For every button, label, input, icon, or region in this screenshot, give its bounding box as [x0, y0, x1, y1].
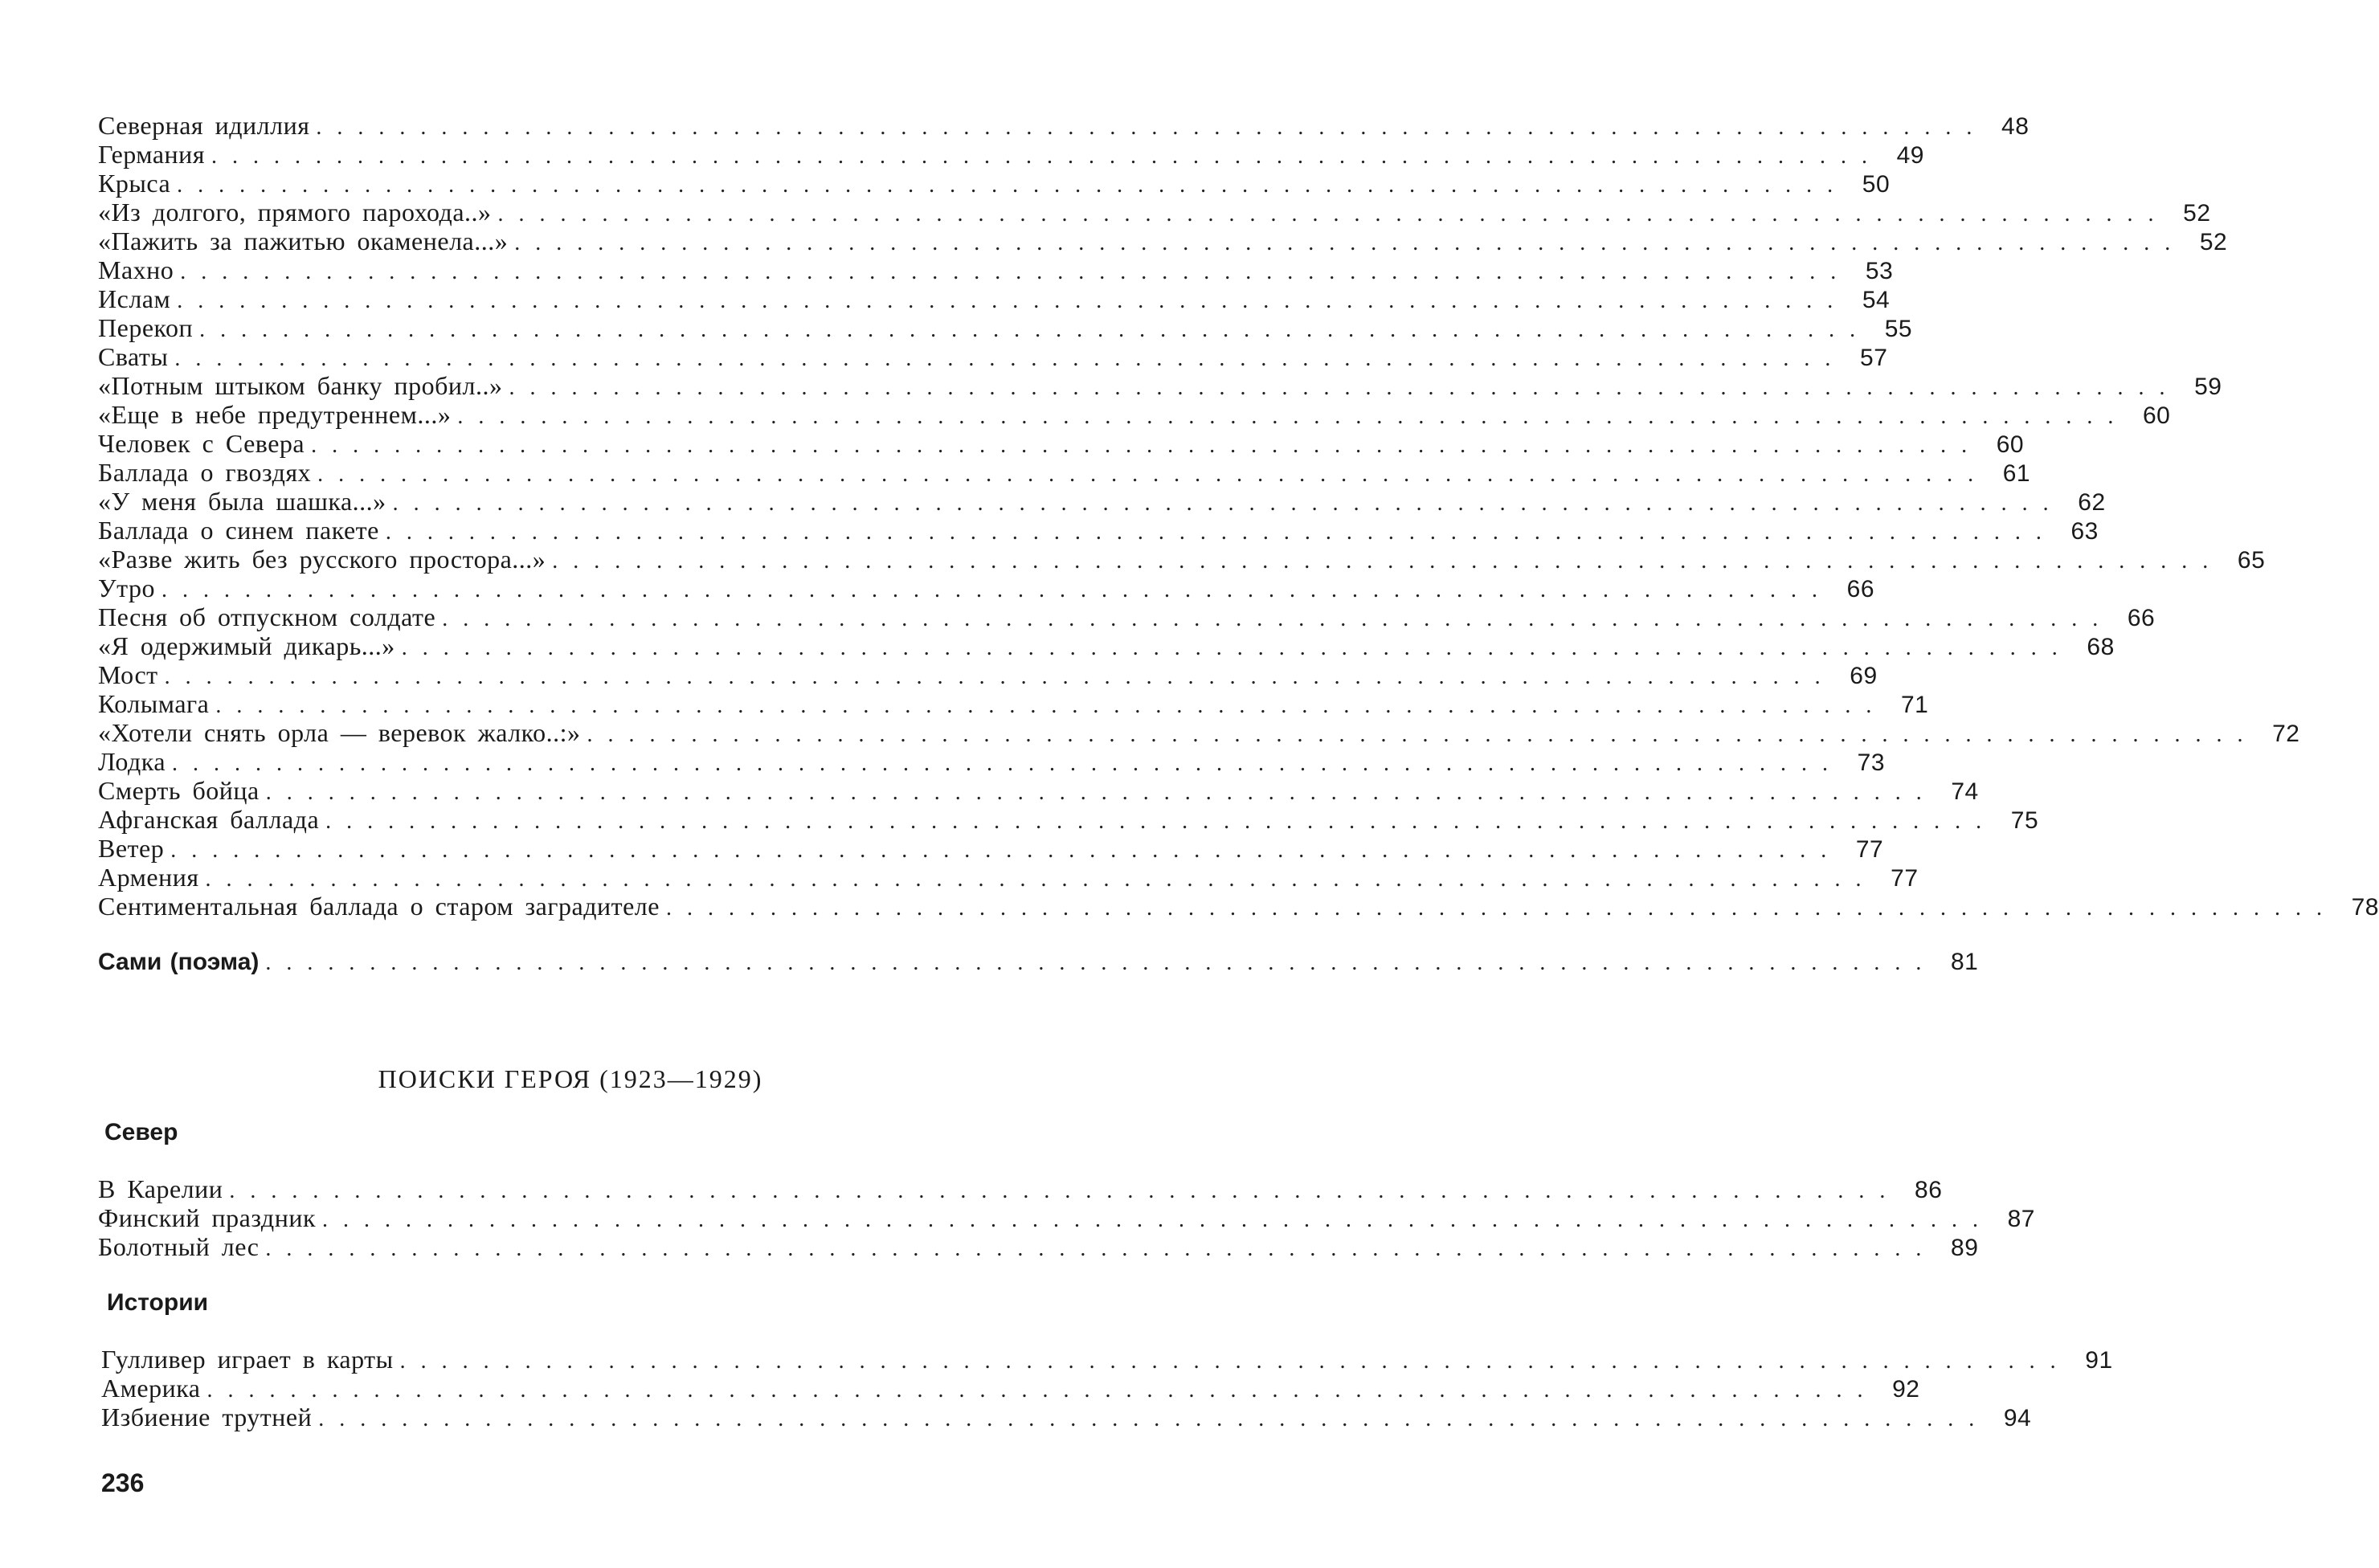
- dot-leader: ................................................................................: [199, 317, 1871, 342]
- dot-leader: ................................................................................: [265, 950, 1937, 975]
- dot-leader: ................................................................................: [665, 896, 2337, 921]
- entry-title: «Хотели снять орла — веревок жалко..:»: [98, 718, 581, 747]
- entry-title: Перекоп: [98, 313, 194, 342]
- entry-page: 71: [1900, 692, 1929, 718]
- entry-title: Афганская баллада: [98, 805, 320, 834]
- toc-entry: [98, 1203, 2035, 1232]
- entry-title: Финский праздник: [98, 1203, 316, 1232]
- entry-page: 52: [2199, 229, 2228, 255]
- entry-page: 62: [2078, 489, 2106, 516]
- entry-title: Избиение трутней: [101, 1403, 313, 1431]
- dot-leader: ................................................................................: [172, 751, 1844, 776]
- entry-title: Сентиментальная баллада о старом заградителе: [98, 892, 660, 921]
- entry-title: Сваты: [98, 342, 169, 371]
- dot-leader: ................................................................................: [161, 578, 1833, 602]
- dot-leader: ................................................................................: [385, 520, 2057, 545]
- entry-page: 57: [1860, 345, 1888, 371]
- entry-title: Гулливер играет в карты: [101, 1345, 394, 1374]
- toc-entry: [98, 718, 2300, 747]
- entry-title: «Потным штыком банку пробил..»: [98, 371, 503, 400]
- entry-page: 66: [1846, 576, 1875, 602]
- entry-page: 87: [2007, 1206, 2035, 1232]
- section-years: (1923—1929): [599, 1064, 763, 1093]
- entry-page: 75: [2010, 807, 2039, 834]
- toc-entry: [98, 227, 2228, 255]
- entry-page: 72: [2272, 721, 2300, 747]
- section-title: [0, 1063, 1141, 1095]
- entry-page: 61: [2002, 460, 2031, 487]
- entry-title: Баллада о синем пакете: [98, 516, 379, 545]
- entry-title: Армения: [98, 863, 199, 892]
- entry-page: 53: [1865, 258, 1894, 284]
- entry-title: «Еще в небе предутреннем...»: [98, 400, 452, 429]
- dot-leader: ................................................................................: [442, 606, 2114, 631]
- entry-title: Америка: [101, 1374, 201, 1403]
- dot-leader: ................................................................................: [211, 144, 1882, 169]
- dot-leader: ................................................................................: [205, 867, 1877, 892]
- entry-title: Лодка: [98, 747, 166, 776]
- toc-entry: [101, 1403, 2032, 1431]
- dot-leader: ................................................................................: [174, 346, 1846, 371]
- entry-page: 54: [1862, 287, 1891, 313]
- entry-title: «Из долгого, прямого парохода..»: [98, 198, 492, 227]
- entry-page: 74: [1951, 778, 1979, 805]
- entry-page: 77: [1855, 836, 1884, 863]
- toc-entry: [98, 805, 2039, 834]
- toc-entry: [98, 255, 1894, 284]
- entry-title: Колымага: [98, 689, 210, 718]
- entry-title: Баллада о гвоздях: [98, 458, 312, 487]
- entry-page: 66: [2127, 605, 2156, 631]
- entry-page: 65: [2237, 547, 2266, 574]
- toc-entry: [98, 1174, 1943, 1203]
- dot-leader: ................................................................................: [317, 462, 1989, 487]
- entry-title: Махно: [98, 255, 174, 284]
- entry-page: 86: [1915, 1177, 1943, 1203]
- entry-page: 55: [1884, 316, 1913, 342]
- entry-page: 73: [1857, 749, 1886, 776]
- toc-entry: [98, 574, 1875, 602]
- dot-leader: ................................................................................: [177, 288, 1849, 313]
- toc-entry: [98, 371, 2222, 400]
- toc-entry: [98, 516, 2099, 545]
- toc-entry: [98, 834, 1884, 863]
- dot-leader: ................................................................................: [552, 549, 2224, 574]
- toc-entry: [98, 545, 2266, 574]
- entry-title: Болотный лес: [98, 1232, 260, 1261]
- toc-entry: [98, 458, 2031, 487]
- entry-page: 89: [1951, 1235, 1979, 1261]
- toc-entry: [98, 747, 1886, 776]
- entry-title: Сами (поэма): [98, 949, 260, 975]
- dot-leader: ................................................................................: [497, 202, 2169, 227]
- group-heading: Север: [104, 1119, 178, 1145]
- dot-leader: ................................................................................: [229, 1178, 1901, 1203]
- dot-leader: ................................................................................: [325, 809, 1997, 834]
- dot-leader: ................................................................................: [170, 838, 1842, 863]
- entry-page: 92: [1892, 1376, 1920, 1403]
- entry-page: 69: [1850, 663, 1878, 689]
- entry-page: 81: [1951, 949, 1979, 975]
- toc-entry: [98, 892, 2379, 921]
- entry-page: 50: [1862, 171, 1891, 198]
- toc-entry: [98, 169, 1891, 198]
- entry-title: Песня об отпускном солдате: [98, 602, 436, 631]
- toc-entry: [98, 140, 1924, 169]
- dot-leader: ................................................................................: [322, 1207, 1993, 1232]
- dot-leader: ................................................................................: [457, 404, 2129, 429]
- toc-entry: [98, 1232, 1979, 1261]
- toc-entry: [98, 602, 2156, 631]
- group-heading: Истории: [107, 1289, 209, 1316]
- toc-entry: [101, 1345, 2113, 1374]
- entry-page: 60: [1996, 431, 2025, 458]
- dot-leader: ................................................................................: [587, 722, 2258, 747]
- dot-leader: ................................................................................: [514, 231, 2186, 255]
- dot-leader: ................................................................................: [318, 1407, 1990, 1431]
- entry-title: Человек с Севера: [98, 429, 305, 458]
- dot-leader: ................................................................................: [311, 433, 1983, 458]
- toc-entry: [98, 631, 2115, 660]
- toc-entry: [98, 198, 2211, 227]
- toc-entry: [98, 342, 1888, 371]
- toc-entry: [98, 863, 1919, 892]
- entry-title: Крыса: [98, 169, 171, 198]
- toc-entry: [98, 284, 1891, 313]
- toc-entry: [98, 776, 1979, 805]
- entry-title: Мост: [98, 660, 158, 689]
- entry-title: В Карелии: [98, 1174, 223, 1203]
- dot-leader: ................................................................................: [399, 1349, 2071, 1374]
- entry-page: 91: [2085, 1347, 2113, 1374]
- entry-title: Утро: [98, 574, 156, 602]
- entry-page: 59: [2194, 374, 2222, 400]
- toc-entry: [101, 1374, 1920, 1403]
- entry-title: Северная идиллия: [98, 111, 310, 140]
- entry-page: 48: [2001, 113, 2030, 140]
- entry-title: Смерть бойца: [98, 776, 260, 805]
- dot-leader: ................................................................................: [180, 259, 1852, 284]
- toc-entry: [98, 111, 2030, 140]
- page-number: 236: [101, 1468, 145, 1497]
- entry-page: 78: [2351, 894, 2379, 921]
- section-name: ПОИСКИ ГЕРОЯ: [378, 1064, 592, 1093]
- dot-leader: ................................................................................: [401, 635, 2073, 660]
- entry-title: «У меня была шашка...»: [98, 487, 386, 516]
- entry-page: 63: [2070, 518, 2099, 545]
- toc-entry: [98, 689, 1929, 718]
- entry-title: Ислам: [98, 284, 171, 313]
- dot-leader: ................................................................................: [509, 375, 2181, 400]
- dot-leader: ................................................................................: [316, 115, 1988, 140]
- entry-title: «Разве жить без русского простора...»: [98, 545, 546, 574]
- toc-entry: [98, 313, 1913, 342]
- entry-page: 60: [2142, 402, 2171, 429]
- toc-entry-poem: [98, 948, 1979, 977]
- entry-page: 94: [2003, 1405, 2032, 1431]
- entry-page: 52: [2183, 200, 2211, 227]
- dot-leader: ................................................................................: [164, 664, 1836, 689]
- dot-leader: ................................................................................: [392, 491, 2064, 516]
- toc-entry: [98, 400, 2171, 429]
- toc-entry: [98, 660, 1878, 689]
- dot-leader: ................................................................................: [265, 780, 1937, 805]
- entry-page: 77: [1891, 865, 1919, 892]
- dot-leader: ................................................................................: [215, 693, 1887, 718]
- entry-title: Ветер: [98, 834, 165, 863]
- entry-title: Германия: [98, 140, 205, 169]
- toc-entry: [98, 487, 2106, 516]
- dot-leader: ................................................................................: [177, 173, 1849, 198]
- dot-leader: ................................................................................: [206, 1378, 1878, 1403]
- entry-title: «Пажить за пажитью окаменела...»: [98, 227, 509, 255]
- entry-title: «Я одержимый дикарь...»: [98, 631, 395, 660]
- entry-page: 49: [1896, 142, 1924, 169]
- entry-page: 68: [2087, 634, 2115, 660]
- toc-entry: [98, 429, 2025, 458]
- dot-leader: ................................................................................: [265, 1236, 1937, 1261]
